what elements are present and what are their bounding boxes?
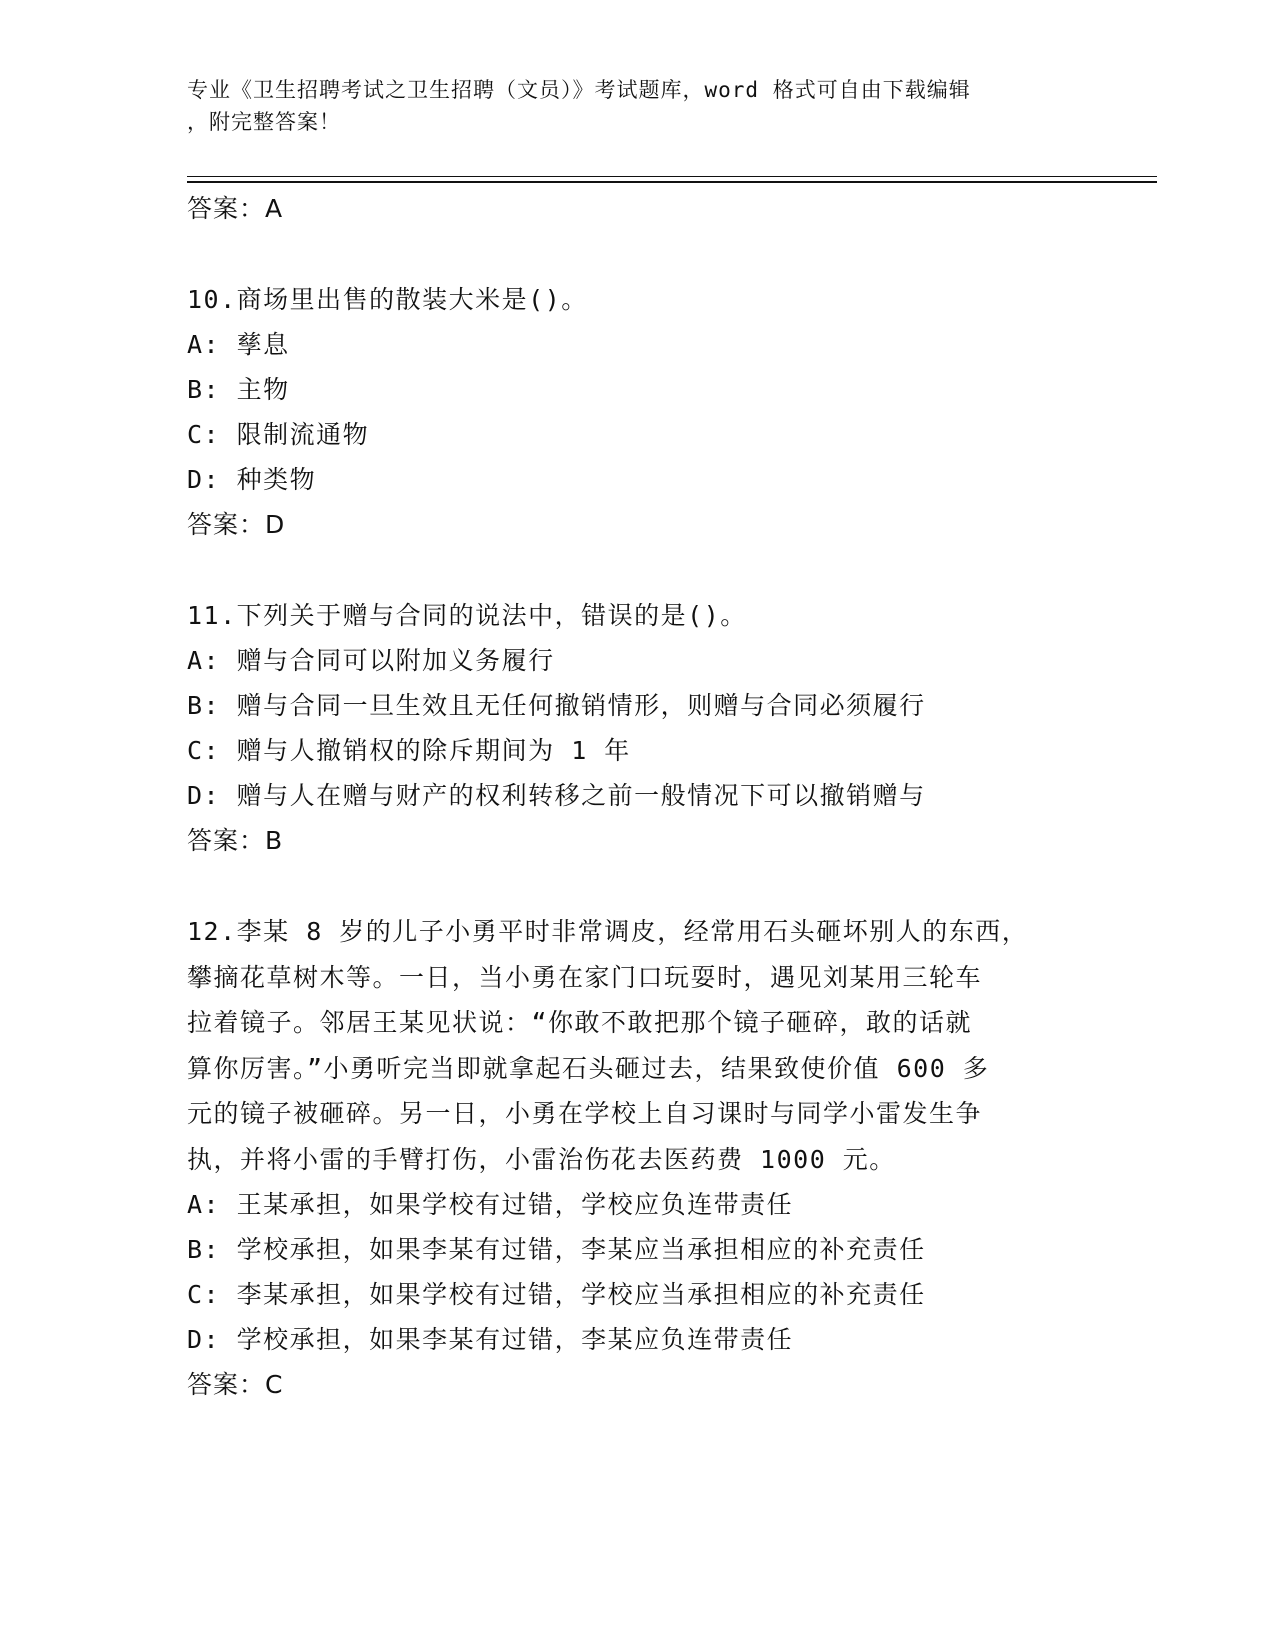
option-a: A: 赠与合同可以附加义务履行 <box>187 646 555 675</box>
option-b: B: 学校承担，如果李某有过错，李某应当承担相应的补充责任 <box>187 1235 926 1264</box>
option-a: A: 王某承担，如果学校有过错，学校应负连带责任 <box>187 1190 794 1219</box>
option-a: A: 孳息 <box>187 330 290 359</box>
question-stem-line: 元的镜子被砸碎。另一日，小勇在学校上自习课时与同学小雷发生争 <box>187 1099 983 1128</box>
question-stem-line: 算你厉害。”小勇听完当即就拿起石头砸过去，结果致使价值 600 多 <box>187 1053 990 1083</box>
option-c: C: 限制流通物 <box>187 420 370 449</box>
question-stem <box>187 909 1067 1182</box>
question-stem-line: 攀摘花草树木等。一日，当小勇在家门口玩耍时，遇见刘某用三轮车 <box>187 962 983 992</box>
option-b: B: 主物 <box>187 375 290 404</box>
header-line-2: ，附完整答案！ <box>187 110 341 134</box>
option-c: C: 李某承担，如果学校有过错，学校应当承担相应的补充责任 <box>187 1280 926 1309</box>
question-10 <box>187 277 1067 547</box>
question-11 <box>187 593 1067 863</box>
option-d: D: 学校承担，如果李某有过错，李某应负连带责任 <box>187 1325 794 1354</box>
answer: 答案：D <box>187 510 286 539</box>
option-c: C: 赠与人撤销权的除斥期间为 1 年 <box>187 736 631 765</box>
header-line-1: 专业《卫生招聘考试之卫生招聘（文员）》考试题库，word 格式可自由下载编辑 <box>187 78 971 102</box>
question-12 <box>187 909 1067 1407</box>
header-divider-thin <box>187 176 1157 177</box>
document-header <box>187 74 1067 138</box>
question-stem: 11.下列关于赠与合同的说法中，错误的是()。 <box>187 601 747 630</box>
previous-answer: 答案：A <box>187 194 284 223</box>
option-d: D: 种类物 <box>187 465 317 494</box>
question-stem: 10.商场里出售的散装大米是()。 <box>187 285 588 314</box>
option-d: D: 赠与人在赠与财产的权利转移之前一般情况下可以撤销赠与 <box>187 781 926 810</box>
question-stem-line: 执，并将小雷的手臂打伤，小雷治伤花去医药费 1000 元。 <box>187 1144 896 1174</box>
question-stem-line: 12.李某 8 岁的儿子小勇平时非常调皮，经常用石头砸坏别人的东西， <box>187 917 1029 946</box>
option-b: B: 赠与合同一旦生效且无任何撤销情形，则赠与合同必须履行 <box>187 691 926 720</box>
answer: 答案：B <box>187 826 284 855</box>
question-stem-line: 拉着镜子。邻居王某见状说：“你敢不敢把那个镜子砸碎，敢的话就 <box>187 1008 973 1037</box>
answer: 答案：C <box>187 1370 284 1399</box>
previous-answer-block <box>187 186 1067 231</box>
header-divider-thick <box>187 181 1157 183</box>
